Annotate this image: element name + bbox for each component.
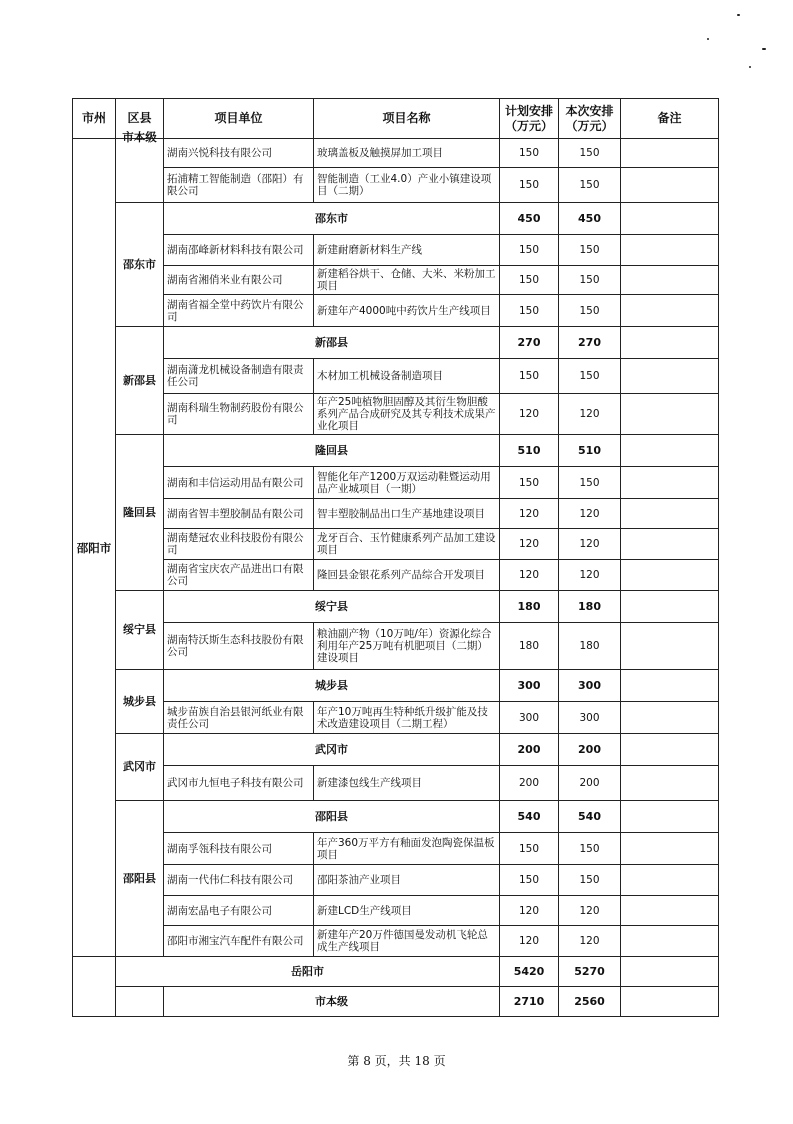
current-cell: 300 (559, 702, 621, 734)
district-cell-cut (116, 130, 164, 203)
project-cell: 玻璃盖板及触摸屏加工项目 (314, 139, 500, 168)
table-row (73, 560, 719, 591)
unit-cell: 湖南省湘俏米业有限公司 (164, 266, 314, 295)
project-cell: 新建LCD生产线项目 (314, 896, 500, 926)
remark-cell (621, 359, 719, 394)
current-cell: 120 (559, 499, 621, 529)
remark-cell (621, 327, 719, 359)
unit-cell: 城步苗族自治县银河纸业有限责任公司 (164, 702, 314, 734)
table-row (73, 394, 719, 435)
table-row (73, 359, 719, 394)
project-cell: 新建年产20万件德国曼发动机飞轮总成生产线项目 (314, 926, 500, 957)
remark-cell (621, 865, 719, 896)
subtotal-label: 隆回县 (164, 435, 500, 467)
district-cell: 绥宁县 (116, 591, 164, 670)
remark-cell (621, 766, 719, 801)
planned-cell: 150 (500, 139, 559, 168)
project-cell: 新建稻谷烘干、仓储、大米、米粉加工项目 (314, 266, 500, 295)
table-body (73, 130, 719, 1017)
col-header-district: 区县 (116, 99, 164, 139)
project-cell: 龙牙百合、玉竹健康系列产品加工建设项目 (314, 529, 500, 560)
project-cell: 木材加工机械设备制造项目 (314, 359, 500, 394)
project-cell: 智能制造（工业4.0）产业小镇建设项目（二期） (314, 168, 500, 203)
table-row (73, 702, 719, 734)
table-row (73, 623, 719, 670)
table-row (73, 896, 719, 926)
unit-cell: 湖南特沃斯生态科技股份有限公司 (164, 623, 314, 670)
table-row (73, 295, 719, 327)
col-header-project: 项目名称 (314, 99, 500, 139)
district-cell: 新邵县 (116, 327, 164, 435)
unit-cell: 湖南楚冠农业科技股份有限公司 (164, 529, 314, 560)
subtotal-row (73, 734, 719, 766)
project-funding-table (72, 98, 719, 1017)
scan-speck (762, 48, 766, 50)
planned-cell: 120 (500, 529, 559, 560)
remark-cell (621, 801, 719, 833)
unit-cell: 湖南兴悦科技有限公司 (164, 139, 314, 168)
table-row (73, 467, 719, 499)
table-row (73, 865, 719, 896)
subtotal-label: 绥宁县 (164, 591, 500, 623)
remark-cell (621, 266, 719, 295)
current-cell: 150 (559, 139, 621, 168)
unit-cell: 湖南省福全堂中药饮片有限公司 (164, 295, 314, 327)
subtotal-planned: 450 (500, 203, 559, 235)
city-total-planned: 5420 (500, 957, 559, 987)
subtotal-planned: 270 (500, 327, 559, 359)
remark-cell (621, 896, 719, 926)
remark-cell (621, 139, 719, 168)
unit-cell: 湖南省智丰塑胶制品有限公司 (164, 499, 314, 529)
project-cell: 新建年产4000吨中药饮片生产线项目 (314, 295, 500, 327)
planned-cell: 300 (500, 702, 559, 734)
planned-cell: 150 (500, 865, 559, 896)
table-row (73, 766, 719, 801)
table-row (73, 235, 719, 266)
subtotal-current: 450 (559, 203, 621, 235)
subtotal-planned: 180 (500, 591, 559, 623)
subtotal-row (73, 591, 719, 623)
planned-cell: 120 (500, 394, 559, 435)
remark-cell (621, 394, 719, 435)
planned-cell: 150 (500, 467, 559, 499)
current-cell: 120 (559, 560, 621, 591)
remark-cell (621, 467, 719, 499)
remark-cell (621, 591, 719, 623)
planned-cell: 150 (500, 266, 559, 295)
remark-cell (621, 702, 719, 734)
planned-cell: 120 (500, 560, 559, 591)
planned-cell: 200 (500, 766, 559, 801)
subtotal-label: 邵阳县 (164, 801, 500, 833)
subtotal-current: 510 (559, 435, 621, 467)
current-cell: 150 (559, 865, 621, 896)
table-row (73, 833, 719, 865)
remark-cell (621, 499, 719, 529)
current-cell: 150 (559, 467, 621, 499)
current-cell: 150 (559, 266, 621, 295)
scan-speck (737, 14, 740, 16)
table-row (73, 499, 719, 529)
current-cell: 120 (559, 394, 621, 435)
table-row (73, 529, 719, 560)
subtotal-current: 180 (559, 591, 621, 623)
project-cell: 年产10万吨再生特种纸升级扩能及技术改造建设项目（二期工程） (314, 702, 500, 734)
scan-speck (707, 38, 709, 40)
district-cell: 邵东市 (116, 203, 164, 327)
project-cell: 新建耐磨新材料生产线 (314, 235, 500, 266)
col-header-remark: 备注 (621, 99, 719, 139)
project-cell: 新建漆包线生产线项目 (314, 766, 500, 801)
planned-cell: 150 (500, 833, 559, 865)
project-cell: 年产360万平方有釉面发泡陶瓷保温板项目 (314, 833, 500, 865)
city-cell-blank (73, 957, 116, 1017)
subtotal-current: 540 (559, 801, 621, 833)
remark-cell (621, 670, 719, 702)
remark-cell (621, 957, 719, 987)
subtotal-row (73, 801, 719, 833)
subtotal-row (73, 670, 719, 702)
subtotal-row (73, 203, 719, 235)
subtotal-label: 武冈市 (164, 734, 500, 766)
col-header-city: 市州 (73, 99, 116, 139)
project-cell: 隆回县金银花系列产品综合开发项目 (314, 560, 500, 591)
planned-cell: 120 (500, 926, 559, 957)
remark-cell (621, 623, 719, 670)
current-cell: 180 (559, 623, 621, 670)
planned-cell: 120 (500, 896, 559, 926)
scan-speck (749, 66, 751, 68)
planned-cell: 150 (500, 359, 559, 394)
planned-cell: 120 (500, 499, 559, 529)
subtotal-planned: 300 (500, 670, 559, 702)
unit-cell: 湖南邵峰新材料科技有限公司 (164, 235, 314, 266)
subtotal-planned: 200 (500, 734, 559, 766)
table-row (73, 266, 719, 295)
project-cell: 邵阳茶油产业项目 (314, 865, 500, 896)
planned-cell: 150 (500, 295, 559, 327)
subtotal-current: 2560 (559, 987, 621, 1017)
col-header-current: 本次安排 （万元） (559, 99, 621, 139)
project-cell: 粮油副产物（10万吨/年）资源化综合利用年产25万吨有机肥项目（二期）建设项目 (314, 623, 500, 670)
page-footer: 第 8 页，共 18 页 (347, 1054, 446, 1068)
current-cell: 150 (559, 168, 621, 203)
unit-cell: 湖南一代伟仁科技有限公司 (164, 865, 314, 896)
remark-cell (621, 235, 719, 266)
project-cell: 智能化年产1200万双运动鞋暨运动用品产业城项目（一期） (314, 467, 500, 499)
remark-cell (621, 734, 719, 766)
current-cell: 150 (559, 833, 621, 865)
district-cell: 城步县 (116, 670, 164, 734)
subtotal-planned: 2710 (500, 987, 559, 1017)
unit-cell: 拓浦精工智能制造（邵阳）有限公司 (164, 168, 314, 203)
unit-cell: 武冈市九恒电子科技有限公司 (164, 766, 314, 801)
remark-cell (621, 560, 719, 591)
remark-cell (621, 168, 719, 203)
district-cell: 武冈市 (116, 734, 164, 801)
remark-cell (621, 833, 719, 865)
subtotal-current: 300 (559, 670, 621, 702)
city-total-current: 5270 (559, 957, 621, 987)
col-header-planned: 计划安排 （万元） (500, 99, 559, 139)
unit-cell: 湖南省宝庆农产品进出口有限公司 (164, 560, 314, 591)
current-cell: 200 (559, 766, 621, 801)
planned-cell: 180 (500, 623, 559, 670)
subtotal-row (73, 435, 719, 467)
table-header-row (73, 99, 719, 139)
table-row (73, 926, 719, 957)
subtotal-row (73, 987, 719, 1017)
project-cell: 智丰塑胶制品出口生产基地建设项目 (314, 499, 500, 529)
remark-cell (621, 435, 719, 467)
planned-cell: 150 (500, 235, 559, 266)
subtotal-label: 市本级 (164, 987, 500, 1017)
district-cell-blank (116, 987, 164, 1017)
subtotal-planned: 510 (500, 435, 559, 467)
remark-cell (621, 203, 719, 235)
unit-cell: 湖南科瑞生物制药股份有限公司 (164, 394, 314, 435)
remark-cell (621, 987, 719, 1017)
project-cell: 年产25吨植物胆固醇及其衍生物胆酸系列产品合成研究及其专利技术成果产业化项目 (314, 394, 500, 435)
subtotal-row (73, 327, 719, 359)
city-total-row (73, 957, 719, 987)
planned-cell: 150 (500, 168, 559, 203)
col-header-unit: 项目单位 (164, 99, 314, 139)
unit-cell: 邵阳市湘宝汽车配件有限公司 (164, 926, 314, 957)
unit-cell: 湖南孚瓴科技有限公司 (164, 833, 314, 865)
table-row (73, 168, 719, 203)
current-cell: 150 (559, 295, 621, 327)
current-cell: 150 (559, 235, 621, 266)
subtotal-label: 城步县 (164, 670, 500, 702)
current-cell: 150 (559, 359, 621, 394)
subtotal-planned: 540 (500, 801, 559, 833)
table-row (73, 139, 719, 168)
remark-cell (621, 926, 719, 957)
unit-cell: 湖南宏晶电子有限公司 (164, 896, 314, 926)
city-total-label: 岳阳市 (116, 957, 500, 987)
city-cell: 邵阳市 (73, 139, 116, 957)
district-cell: 邵阳县 (116, 801, 164, 957)
subtotal-current: 270 (559, 327, 621, 359)
current-cell: 120 (559, 926, 621, 957)
district-cell: 隆回县 (116, 435, 164, 591)
current-cell: 120 (559, 896, 621, 926)
remark-cell (621, 529, 719, 560)
subtotal-label: 邵东市 (164, 203, 500, 235)
cut-district-label: 市本级 (122, 130, 157, 144)
current-cell: 120 (559, 529, 621, 560)
unit-cell: 湖南和丰信运动用品有限公司 (164, 467, 314, 499)
subtotal-label: 新邵县 (164, 327, 500, 359)
subtotal-current: 200 (559, 734, 621, 766)
remark-cell (621, 295, 719, 327)
unit-cell: 湖南潇龙机械设备制造有限责任公司 (164, 359, 314, 394)
